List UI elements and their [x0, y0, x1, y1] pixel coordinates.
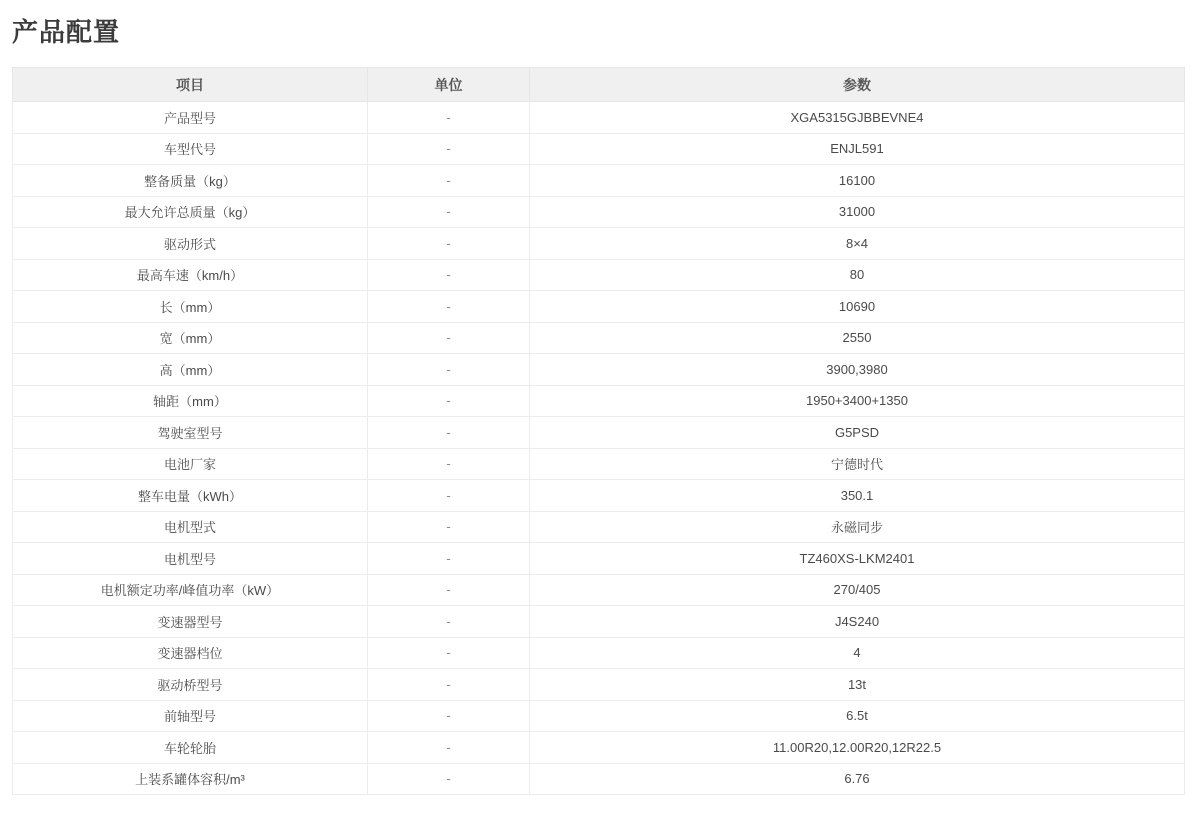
table-row — [13, 511, 1185, 543]
column-header-unit: 单位 — [368, 68, 530, 102]
cell-item: 前轴型号 — [13, 700, 368, 732]
cell-item: 变速器档位 — [13, 637, 368, 669]
cell-unit: - — [368, 700, 530, 732]
cell-unit: - — [368, 543, 530, 575]
product-spec-page — [0, 12, 1196, 795]
cell-value: 6.5t — [530, 700, 1185, 732]
cell-item: 车型代号 — [13, 133, 368, 165]
table-row — [13, 165, 1185, 197]
cell-value: 8×4 — [530, 228, 1185, 260]
cell-value: XGA5315GJBBEVNE4 — [530, 102, 1185, 134]
cell-item: 电机型式 — [13, 511, 368, 543]
cell-unit: - — [368, 669, 530, 701]
cell-unit: - — [368, 291, 530, 323]
cell-unit: - — [368, 511, 530, 543]
cell-item: 车轮轮胎 — [13, 732, 368, 764]
table-row — [13, 102, 1185, 134]
cell-item: 驱动桥型号 — [13, 669, 368, 701]
cell-item: 电机型号 — [13, 543, 368, 575]
table-row — [13, 606, 1185, 638]
table-row — [13, 448, 1185, 480]
cell-value: 80 — [530, 259, 1185, 291]
cell-value: 4 — [530, 637, 1185, 669]
cell-value: TZ460XS-LKM2401 — [530, 543, 1185, 575]
cell-item: 上装系罐体容积/m³ — [13, 763, 368, 795]
cell-unit: - — [368, 606, 530, 638]
cell-value: ENJL591 — [530, 133, 1185, 165]
table-row — [13, 133, 1185, 165]
cell-value: 11.00R20,12.00R20,12R22.5 — [530, 732, 1185, 764]
cell-item: 长（mm） — [13, 291, 368, 323]
cell-unit: - — [368, 102, 530, 134]
cell-item: 电池厂家 — [13, 448, 368, 480]
cell-unit: - — [368, 763, 530, 795]
table-body — [13, 102, 1185, 795]
cell-unit: - — [368, 228, 530, 260]
table-row — [13, 196, 1185, 228]
cell-unit: - — [368, 574, 530, 606]
cell-unit: - — [368, 637, 530, 669]
cell-unit: - — [368, 165, 530, 197]
table-header-row — [13, 68, 1185, 102]
table-row — [13, 291, 1185, 323]
table-row — [13, 543, 1185, 575]
cell-value: 13t — [530, 669, 1185, 701]
cell-value: 31000 — [530, 196, 1185, 228]
cell-value: G5PSD — [530, 417, 1185, 449]
table-head — [13, 68, 1185, 102]
cell-unit: - — [368, 133, 530, 165]
column-header-value: 参数 — [530, 68, 1185, 102]
cell-unit: - — [368, 732, 530, 764]
table-row — [13, 669, 1185, 701]
cell-unit: - — [368, 259, 530, 291]
cell-item: 整车电量（kWh） — [13, 480, 368, 512]
cell-unit: - — [368, 354, 530, 386]
cell-item: 宽（mm） — [13, 322, 368, 354]
cell-item: 变速器型号 — [13, 606, 368, 638]
cell-item: 产品型号 — [13, 102, 368, 134]
cell-value: 3900,3980 — [530, 354, 1185, 386]
cell-value: 1950+3400+1350 — [530, 385, 1185, 417]
cell-unit: - — [368, 322, 530, 354]
cell-value: 350.1 — [530, 480, 1185, 512]
cell-item: 最大允许总质量（kg） — [13, 196, 368, 228]
cell-value: 2550 — [530, 322, 1185, 354]
table-row — [13, 322, 1185, 354]
cell-item: 整备质量（kg） — [13, 165, 368, 197]
table-row — [13, 354, 1185, 386]
cell-item: 电机额定功率/峰值功率（kW） — [13, 574, 368, 606]
cell-value: 宁德时代 — [530, 448, 1185, 480]
cell-value: 16100 — [530, 165, 1185, 197]
table-row — [13, 417, 1185, 449]
page-title: 产品配置 — [12, 17, 121, 47]
cell-unit: - — [368, 417, 530, 449]
cell-unit: - — [368, 385, 530, 417]
table-row — [13, 574, 1185, 606]
cell-value: 10690 — [530, 291, 1185, 323]
cell-value: 6.76 — [530, 763, 1185, 795]
cell-unit: - — [368, 448, 530, 480]
table-row — [13, 259, 1185, 291]
cell-item: 驾驶室型号 — [13, 417, 368, 449]
cell-item: 最高车速（km/h） — [13, 259, 368, 291]
cell-value: 270/405 — [530, 574, 1185, 606]
product-spec-table — [12, 67, 1185, 795]
table-row — [13, 385, 1185, 417]
column-header-item: 项目 — [13, 68, 368, 102]
table-row — [13, 732, 1185, 764]
cell-unit: - — [368, 480, 530, 512]
cell-value: 永磁同步 — [530, 511, 1185, 543]
table-row — [13, 228, 1185, 260]
table-row — [13, 637, 1185, 669]
cell-item: 驱动形式 — [13, 228, 368, 260]
cell-item: 轴距（mm） — [13, 385, 368, 417]
cell-unit: - — [368, 196, 530, 228]
table-row — [13, 763, 1185, 795]
table-row — [13, 480, 1185, 512]
table-row — [13, 700, 1185, 732]
cell-item: 高（mm） — [13, 354, 368, 386]
cell-value: J4S240 — [530, 606, 1185, 638]
